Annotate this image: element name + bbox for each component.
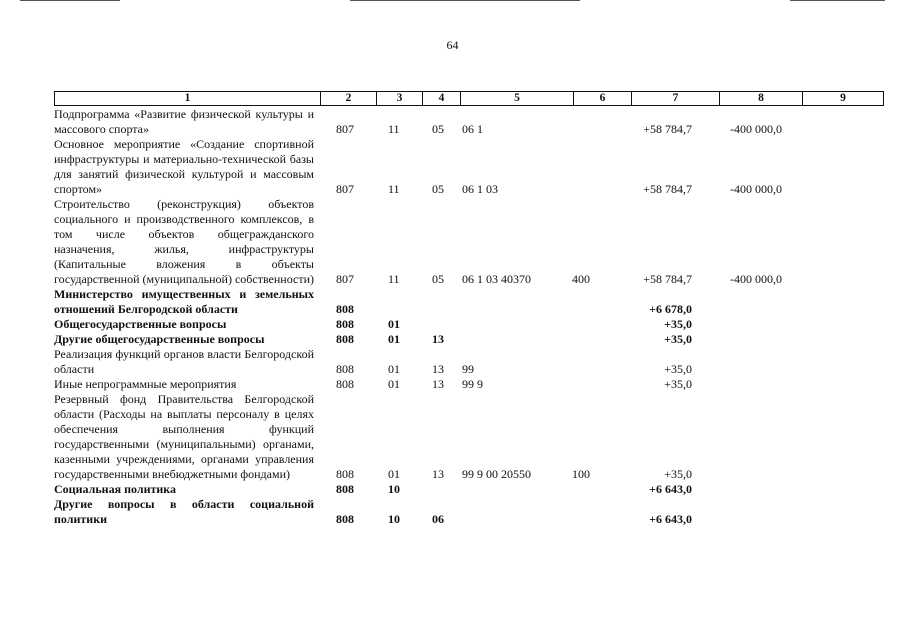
section-code: 11: [388, 182, 400, 196]
item-name: Резервный фонд Правительства Белгородской области (Расходы на выплаты персоналу в целях обеспечения выполнения функций государственными (муниципальными) органами, казенными учреждениями, органами управления государственными внебюджетными фондами): [54, 392, 314, 481]
ministry-code: 808: [336, 377, 354, 391]
column-header: 8: [720, 92, 803, 106]
change-amount-next: -400 000,0: [730, 182, 782, 196]
ministry-code: 808: [336, 332, 354, 346]
table-row: [54, 197, 874, 287]
table-row: [54, 392, 874, 482]
table-row: [54, 332, 874, 347]
ministry-code: 808: [336, 362, 354, 376]
change-amount: +58 784,7: [643, 122, 692, 136]
item-name: Общегосударственные вопросы: [54, 317, 227, 331]
target-article-code: 06 1 03: [462, 182, 498, 196]
column-header: 7: [632, 92, 720, 106]
target-article-code: 06 1: [462, 122, 483, 136]
subsection-code: 05: [432, 182, 444, 196]
column-header: 3: [377, 92, 423, 106]
change-amount: +6 643,0: [649, 512, 692, 526]
column-header-row: [55, 92, 884, 106]
section-code: 01: [388, 377, 400, 391]
item-name: Социальная политика: [54, 482, 177, 496]
table-row: [54, 317, 874, 332]
expense-type-code: 400: [572, 272, 590, 286]
column-header: 5: [461, 92, 574, 106]
column-header: 1: [55, 92, 321, 106]
change-amount: +58 784,7: [643, 182, 692, 196]
item-name: Министерство имущественных и земельных отношений Белгородской области: [54, 287, 314, 316]
column-header: 9: [803, 92, 884, 106]
target-article-code: 06 1 03 40370: [462, 272, 531, 286]
expense-type-code: 100: [572, 467, 590, 481]
item-name: Другие общегосударственные вопросы: [54, 332, 265, 346]
subsection-code: 05: [432, 122, 444, 136]
ministry-code: 808: [336, 512, 354, 526]
table-row: [54, 482, 874, 497]
section-code: 01: [388, 332, 400, 346]
table-row: [54, 377, 874, 392]
page-number: 64: [446, 38, 459, 52]
table-row: [54, 287, 874, 317]
change-amount: +35,0: [664, 377, 692, 391]
section-code: 10: [388, 512, 400, 526]
table-row: [54, 107, 874, 137]
section-code: 01: [388, 467, 400, 481]
ministry-code: 808: [336, 482, 354, 496]
item-name: Другие вопросы в области социальной политики: [54, 497, 314, 526]
target-article-code: 99: [462, 362, 474, 376]
table-row: [54, 347, 874, 377]
budget-table-body: [54, 107, 874, 527]
section-code: 11: [388, 272, 400, 286]
subsection-code: 13: [432, 377, 444, 391]
change-amount: +6 678,0: [649, 302, 692, 316]
change-amount: +58 784,7: [643, 272, 692, 286]
subsection-code: 13: [432, 332, 444, 346]
subsection-code: 13: [432, 467, 444, 481]
subsection-code: 13: [432, 362, 444, 376]
ministry-code: 807: [336, 272, 354, 286]
subsection-code: 06: [432, 512, 444, 526]
target-article-code: 99 9: [462, 377, 483, 391]
change-amount-next: -400 000,0: [730, 272, 782, 286]
target-article-code: 99 9 00 20550: [462, 467, 531, 481]
item-name: Реализация функций органов власти Белгородской области: [54, 347, 314, 376]
change-amount: +35,0: [664, 332, 692, 346]
table-row: [54, 497, 874, 527]
column-header: 2: [321, 92, 377, 106]
top-edge-line: [20, 0, 120, 1]
item-name: Строительство (реконструкция) объектов социального и производственного комплексов, в том числе объектов общегражданского назначения, жилья, инфраструктуры (Капитальные вложения в объекты государственной (муниципальной) собственности): [54, 197, 315, 286]
change-amount-next: -400 000,0: [730, 122, 782, 136]
section-code: 11: [388, 122, 400, 136]
column-header-table: [54, 91, 884, 106]
change-amount: +35,0: [664, 467, 692, 481]
item-name: Подпрограмма «Развитие физической культуры и массового спорта»: [54, 107, 314, 136]
column-header: 4: [423, 92, 461, 106]
subsection-code: 05: [432, 272, 444, 286]
section-code: 01: [388, 317, 400, 331]
section-code: 01: [388, 362, 400, 376]
change-amount: +6 643,0: [649, 482, 692, 496]
ministry-code: 808: [336, 317, 354, 331]
top-edge-line: [790, 0, 885, 1]
top-edge-line: [350, 0, 580, 1]
section-code: 10: [388, 482, 400, 496]
ministry-code: 808: [336, 467, 354, 481]
ministry-code: 808: [336, 302, 354, 316]
ministry-code: 807: [336, 182, 354, 196]
item-name: Основное мероприятие «Создание спортивной инфраструктуры и материально-технической базы для занятий физической культурой и массовым спортом»: [54, 137, 314, 196]
table-row: [54, 137, 874, 197]
item-name: Иные непрограммные мероприятия: [54, 377, 237, 391]
change-amount: +35,0: [664, 317, 692, 331]
change-amount: +35,0: [664, 362, 692, 376]
column-header: 6: [574, 92, 632, 106]
ministry-code: 807: [336, 122, 354, 136]
